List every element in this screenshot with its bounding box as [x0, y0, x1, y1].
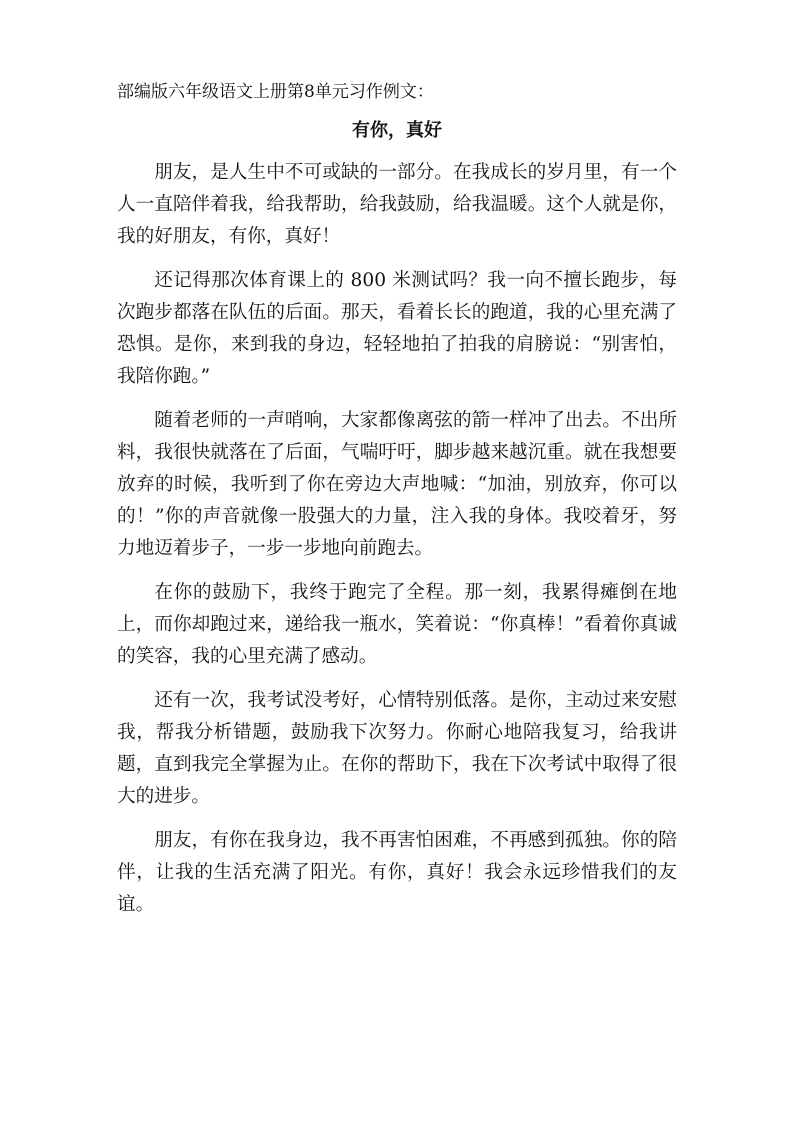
paragraph-6: 朋友，有你在我身边，我不再害怕困难，不再感到孤独。你的陪伴，让我的生活充满了阳光。有你，真好！我会永远珍惜我们的友谊。: [117, 830, 677, 915]
document-header: 部编版六年级语文上册第8单元习作例文：: [117, 82, 434, 102]
essay-title: 有你，真好: [352, 120, 442, 141]
paragraph-3: 随着老师的一声哨响，大家都像离弦的箭一样冲了出去。不出所料，我很快就落在了后面，气喘吁吁，脚步越来越沉重。就在我想要放弃的时候，我听到了你在旁边大声地喊：“加油，别放弃，你可以的！”你的声音就像一股强大的力量，注入我的身体。我咬着牙，努力地迈着步子，一步一步地向前跑去。: [117, 410, 677, 559]
paragraph-1: 朋友，是人生中不可或缺的一部分。在我成长的岁月里，有一个人一直陪伴着我，给我帮助，给我鼓励，给我温暖。这个人就是你，我的好朋友，有你，真好！: [117, 162, 677, 247]
paragraph-5: 还有一次，我考试没考好，心情特别低落。是你，主动过来安慰我，帮我分析错题，鼓励我下次努力。你耐心地陪我复习，给我讲题，直到我完全掌握为止。在你的帮助下，我在下次考试中取得了很大的进步。: [117, 690, 677, 807]
paragraph-2: 还记得那次体育课上的 800 米测试吗？我一向不擅长跑步，每次跑步都落在队伍的后面。那天，看着长长的跑道，我的心里充满了恐惧。是你，来到我的身边，轻轻地拍了拍我的肩膀说：“别害怕，我陪你跑。”: [117, 270, 677, 387]
essay-body: [117, 157, 677, 933]
paragraph-4: 在你的鼓励下，我终于跑完了全程。那一刻，我累得瘫倒在地上，而你却跑过来，递给我一瓶水，笑着说：“你真棒！”看着你真诚的笑容，我的心里充满了感动。: [117, 582, 677, 667]
